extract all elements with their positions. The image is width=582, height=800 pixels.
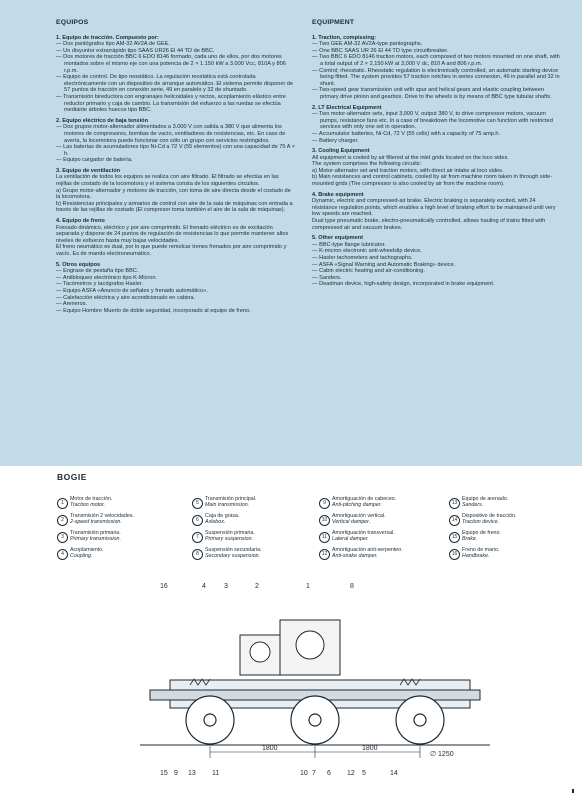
legend-en: Secondary suspension.: [205, 553, 261, 560]
section-item: Frenado dinámico, eléctrico y por aire comprimido. El frenado eléctrico es de excitación separada y dispone de 24 puntos de regulación de resistencias lo que permite mantener altos niveles de esfuerzo hasta muy bajas velocidades.: [56, 224, 289, 244]
english-sections: [312, 35, 560, 288]
callout-label: 11: [212, 770, 220, 777]
section-item: — Control; rheostatic. Rheostatic regulation is electronically controlled, an automatic starting device being fitted. The system provides 57 traction notches in series connexion, 49 in parallel and 32 in shunt.: [312, 67, 560, 87]
legend-es: Amortiguación transversal.: [332, 530, 395, 536]
dim-label-1: 1800: [262, 745, 278, 752]
legend-item: [319, 547, 431, 560]
section-item: — Two BBC 6 EDO 8146 traction motors, each composed of two motors mounted on one shaft, with a total output of 2 × 2,150 kW at 3,000 V dc, 810 A and 806 r.p.m.: [312, 54, 560, 67]
legend-en: Lateral damper.: [332, 536, 369, 543]
section-item: — Deadman device, high-safety design, incorporated in brake equipment.: [312, 281, 495, 288]
english-column: [312, 20, 560, 288]
legend-number: 12: [319, 549, 330, 560]
legend-number: 3: [57, 532, 68, 543]
section-item: — Equipo Hombre Muerto de doble seguridad, incorporado al equipo de freno.: [56, 307, 251, 314]
wheel-hub-right: [414, 714, 426, 726]
section-item: — BBC-type flange lubricator.: [312, 241, 386, 248]
legend-en: Anti-snake damper.: [332, 553, 378, 560]
section-item: — Equipo cargador de batería.: [56, 157, 133, 164]
legend-es: Equipo de arenado.: [462, 496, 509, 502]
section-title: 2. LT Electrical Equipment: [312, 104, 382, 111]
legend-text: [205, 513, 239, 526]
legend-text: [462, 513, 516, 526]
callout-label: 12: [347, 770, 355, 777]
section-item: — Dos pantógrafos tipo AM-32 AV2A de GEE.: [56, 41, 171, 48]
section-item: — Two GEE AM-32 AV2A-type pantographs.: [312, 41, 423, 48]
bogie-drawing: [140, 580, 490, 780]
legend-number: 9: [319, 498, 330, 509]
section-item: — Two motor-alternator sets, input 3,000 V, output 380 V, to drive compressor motors, vacuum pumps, resistance fans etc. In a case of breakdown the locomotive can function with restricted services with only one set in operation.: [312, 111, 553, 131]
legend-en: Primary suspension.: [205, 536, 253, 543]
legend-es: Dispositivo de tracción.: [462, 513, 517, 519]
section-item: La ventilación de todos los equipos se realiza con aire filtrado. El filtrado se efectúa en las rejillas de costado de la locomotora y el sistema consta de los siguientes circuitos.: [56, 174, 279, 188]
section-title: 4. Equipo de freno: [56, 218, 105, 225]
section-title: 3. Equipo de ventilación: [56, 167, 121, 174]
legend-en: Traction motor.: [70, 502, 106, 509]
section-item: — Cabin electric heating and air-conditioning.: [312, 268, 425, 275]
legend-text: [70, 513, 134, 526]
legend-text: [70, 496, 112, 509]
section-title: 5. Otros equipos: [56, 261, 101, 268]
section-item: — Battery charger.: [312, 137, 359, 144]
legend-text: [462, 496, 508, 509]
section-item: — Dos motores de tracción BBC 6 EDO 8146 formado, cada uno de ellos, por dos motores montados sobre el mismo eje con una potencia de 2 × 1.150 kW a 3.000 Vcc, 810A y 806 r.p.m.: [56, 54, 286, 74]
section-item: b) Main resistances and control cabinets, cooled by air from machine room taken in through side-mounted grids (The compressor is also cooled by air from the machine room).: [312, 174, 553, 188]
legend-es: Caja de grasa.: [205, 513, 240, 519]
legend-en: Vertical damper.: [332, 519, 371, 526]
legend-item: [192, 496, 304, 509]
spanish-sections: [56, 35, 296, 315]
section-title: 3. Cooling Equipment: [312, 148, 370, 155]
legend-item: [449, 513, 561, 526]
legend-number: 14: [449, 515, 460, 526]
callout-label: 9: [174, 770, 178, 777]
section-item: — Accumulator batteries, Ni-Cd, 72 V (55 cells) with a capacity of 75 amp.h.: [312, 130, 501, 137]
dim-label-diameter: ∅ 1250: [430, 751, 454, 758]
section-item: — Engrase de pestaña tipo BBC.: [56, 268, 139, 275]
legend-es: Suspensión primaria.: [205, 530, 255, 536]
legend-number: 16: [449, 549, 460, 560]
callout-label: 5: [362, 770, 366, 777]
legend-es: Suspensión secundaria.: [205, 547, 262, 553]
section-item: — K-micron electronic anti-wheelslip device.: [312, 248, 422, 255]
callout-label: 4: [202, 583, 206, 590]
wheel-hub-left: [204, 714, 216, 726]
section-item: — Transmisión bireductora con engranajes helicoidales y rectos, acoplamiento elástico entre reductor primario y caja de cambio. La transmisión del esfuerzo a las ruedas se efectúa mediante árboles huecos tipo BBC.: [56, 93, 286, 114]
callout-label: 6: [327, 770, 331, 777]
english-heading: EQUIPMENT: [312, 19, 355, 26]
section-item: — Equipo ASFA «Anuncio de señales y frenado automático».: [56, 287, 208, 294]
legend-en: Sanders.: [462, 502, 484, 509]
callout-label: 14: [390, 770, 398, 777]
legend-es: Transmisión primaria.: [70, 530, 121, 536]
legend-en: Traction device.: [462, 519, 499, 526]
legend-en: Brake.: [462, 536, 478, 543]
legend-item: [57, 530, 169, 543]
legend-es: Amortiguación anti-serpenteo.: [332, 547, 403, 553]
section-item: b) Resistencias principales y armarios de control con aire de la sala de máquinas con entrada a través de las rejillas de costado (El compresor toma también el aire de la sala de máquinas).: [56, 200, 293, 214]
legend-item: [192, 513, 304, 526]
legend-text: [205, 547, 262, 560]
section-item: — Dos grupos motor-alternador alimentados a 3.000 V con salida a 380 V que alimenta los motores de compresores, bombas de vacío, ventiladores de resistencias, etc. En caso de avería, la locomotora puede funcionar con sólo un grupo con servicios restringidos.: [56, 124, 286, 144]
callout-label: 8: [350, 583, 354, 590]
legend-item: [57, 547, 169, 560]
legend-number: 2: [57, 515, 68, 526]
wheel-hub-center: [309, 714, 321, 726]
section-item: a) Motor-alternator set and traction motors, with direct air intake at loco sides.: [312, 167, 504, 174]
section-item: Dynamic, electric and compressed-air brake. Electric braking is separately excited, with 24 résistance regulation points, which enables a high level of braking effort to be maintained until very low speeds are reached.: [312, 198, 556, 218]
section-title: 2. Equipo eléctrico de baja tensión: [56, 117, 149, 124]
callout-label: 7: [312, 770, 316, 777]
legend-number: 15: [449, 532, 460, 543]
legend-es: Transmisión principal.: [205, 496, 257, 502]
legend-item: [319, 496, 431, 509]
legend-number: 7: [192, 532, 203, 543]
legend-text: [70, 547, 104, 560]
section-item: All equipment is cooled by air filtered at the inlet grids located on the loco sides.: [312, 154, 509, 161]
legend-number: 5: [192, 498, 203, 509]
legend-item: [449, 547, 561, 560]
legend-en: Axlebox.: [205, 519, 226, 526]
legend-number: 11: [319, 532, 330, 543]
legend-en: Anti-pitching damper.: [332, 502, 382, 509]
section-title: 5. Other equipment: [312, 235, 363, 242]
section-item: a) Grupo motor-alternador y motores de tracción, con toma de aire directa desde el costado de la locomotora.: [56, 187, 291, 201]
legend-item: [449, 496, 561, 509]
bogie-title: BOGIE: [57, 472, 87, 482]
legend-en: Handbrake.: [462, 553, 490, 560]
section-item: — Tacómetros y tacógrafos Hasler.: [56, 281, 143, 288]
section-item: El freno neumático es dual, por lo que puede remolcar trenes frenados por aire comprimido y vacío. Es de mando electroneumático.: [56, 244, 287, 257]
section-title: 1. Traction, compissing:: [312, 34, 377, 41]
spanish-column: [56, 20, 296, 314]
legend-es: Freno de mano.: [462, 547, 500, 553]
legend-text: [332, 547, 403, 560]
bogie-frame: [150, 620, 480, 708]
legend-text: [205, 530, 255, 543]
legend-en: Coupling.: [70, 553, 93, 560]
legend-number: 10: [319, 515, 330, 526]
section-item: — Un disyuntor extrarrápido tipo SAAS UR26 El 44 TD de BBC.: [56, 47, 215, 54]
callout-label: 1: [306, 583, 310, 590]
callout-label: 3: [224, 583, 228, 590]
wheels: [186, 696, 444, 744]
legend-en: 2-speed transmission.: [70, 519, 122, 526]
legend-number: 4: [57, 549, 68, 560]
legend-number: 6: [192, 515, 203, 526]
section-item: — Hasler tachometers and tachographs.: [312, 255, 413, 261]
bogie-legend: [57, 496, 557, 568]
section-item: — ASFA «Signal Warning and Automatic Braking» device.: [312, 261, 456, 268]
callout-label: 15: [160, 770, 168, 777]
legend-item: [57, 496, 169, 509]
legend-text: [205, 496, 256, 509]
callout-label: 16: [160, 583, 168, 590]
legend-es: Motor de tracción.: [70, 496, 113, 502]
legend-text: [332, 496, 396, 509]
legend-item: [192, 547, 304, 560]
legend-en: Primary transmission.: [70, 536, 121, 543]
section-item: — Calefacción eléctrica y aire acondicionado en cabina.: [56, 294, 195, 301]
legend-text: [70, 530, 121, 543]
section-title: 1. Equipo de tracción. Compuesto por:: [56, 34, 159, 41]
dimension-lines: [210, 746, 420, 758]
callout-label: 10: [300, 770, 308, 777]
legend-text: [462, 530, 501, 543]
section-item: — Two-speed gear transmission unit with spur and helical gears and elastic coupling between primary drive pinion and gearbox. Drive to the wheels is by means of BBC type tubular shafts.: [312, 87, 552, 100]
legend-text: [462, 547, 499, 560]
legend-number: 13: [449, 498, 460, 509]
legend-item: [319, 513, 431, 526]
legend-number: 1: [57, 498, 68, 509]
legend-number: 8: [192, 549, 203, 560]
callouts-bottom: [160, 770, 398, 777]
legend-en: Main transmission.: [205, 502, 250, 509]
page-marker: [572, 789, 574, 793]
motor-disc: [296, 631, 324, 659]
legend-item: [319, 530, 431, 543]
legend-es: Equipo de freno.: [462, 530, 501, 536]
callout-label: 2: [255, 583, 259, 590]
gear-disc: [250, 642, 270, 662]
legend-item: [57, 513, 169, 526]
dim-label-2: 1800: [362, 745, 378, 752]
section-item: The system comprises the following circuits:: [312, 161, 422, 168]
section-title: 4. Brake equipment: [312, 191, 364, 198]
legend-text: [332, 530, 395, 543]
section-item: — One BBC SAAS UR 26 El 44 TD type circuitbreaker.: [312, 47, 449, 54]
legend-es: Transmisión 2 velocidades.: [70, 513, 134, 519]
legend-item: [449, 530, 561, 543]
callout-label: 13: [188, 770, 196, 777]
legend-es: Amortiguación de cabeceo.: [332, 496, 397, 502]
legend-item: [192, 530, 304, 543]
section-item: — Antibloqueo electrónico tipo K-Micron.: [56, 274, 158, 281]
legend-es: Amortiguación vertical.: [332, 513, 386, 519]
section-item: Dual type pneumatic brake, electro-pneumatically controlled, allows hauling of trains fitted with compressed air and vacuum brakes.: [312, 218, 546, 231]
legend-es: Acoplamiento.: [70, 547, 104, 553]
spanish-heading: EQUIPOS: [56, 19, 89, 26]
section-item: — Sanders.: [312, 274, 342, 281]
section-item: — Equipo de control. De tipo reostático. La regulación reostática está controlada electrónicamente con un dispositivo de arranque automático. El sistema permite disponer de 57 puntos de tracción en conexión serie, 49 en paralelo y 32 de shuntado.: [56, 74, 294, 94]
legend-text: [332, 513, 386, 526]
section-item: — Areneros.: [56, 301, 88, 308]
callouts-top: [160, 583, 354, 590]
section-item: — Las baterías de acumuladores tipo Ni-Cd a 72 V (55 elementos) con una capacidad de 75 A × h.: [56, 144, 295, 157]
